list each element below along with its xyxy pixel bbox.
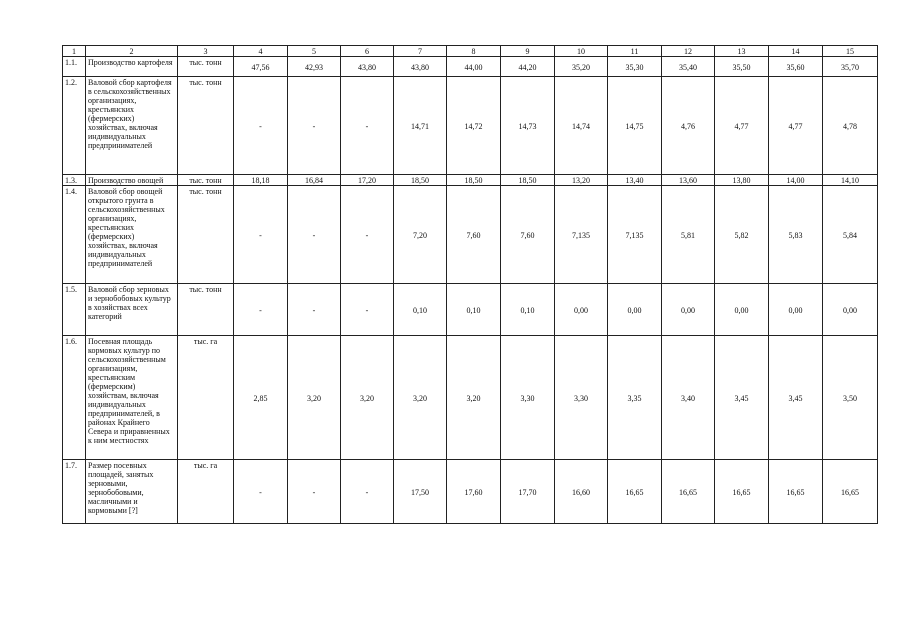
value-cell: 16,65 bbox=[715, 460, 769, 524]
row-index: 1.1. bbox=[63, 57, 86, 77]
value-cell: 17,20 bbox=[341, 175, 394, 186]
value-cell: 3,20 bbox=[447, 336, 501, 460]
value-cell: - bbox=[234, 77, 288, 175]
column-number: 5 bbox=[288, 46, 341, 57]
column-number: 6 bbox=[341, 46, 394, 57]
column-number: 13 bbox=[715, 46, 769, 57]
value-cell: 13,80 bbox=[715, 175, 769, 186]
value-cell: 43,80 bbox=[394, 57, 447, 77]
value-cell: 4,76 bbox=[662, 77, 715, 175]
value-cell: 2,85 bbox=[234, 336, 288, 460]
table-row bbox=[63, 336, 878, 460]
value-cell: 7,135 bbox=[608, 186, 662, 284]
indicator-name: Производство картофеля bbox=[86, 57, 178, 77]
value-cell: 14,72 bbox=[447, 77, 501, 175]
column-number: 7 bbox=[394, 46, 447, 57]
unit-of-measure: тыс. тонн bbox=[178, 175, 234, 186]
value-cell: 47,56 bbox=[234, 57, 288, 77]
value-cell: 3,45 bbox=[769, 336, 823, 460]
value-cell: 3,50 bbox=[823, 336, 878, 460]
column-number: 14 bbox=[769, 46, 823, 57]
value-cell: 18,50 bbox=[447, 175, 501, 186]
value-cell: 0,00 bbox=[769, 284, 823, 336]
value-cell: - bbox=[341, 460, 394, 524]
unit-of-measure: тыс. га bbox=[178, 336, 234, 460]
table-row bbox=[63, 175, 878, 186]
value-cell: 16,65 bbox=[823, 460, 878, 524]
table-row bbox=[63, 57, 878, 77]
value-cell: 18,18 bbox=[234, 175, 288, 186]
column-number: 3 bbox=[178, 46, 234, 57]
value-cell: 13,60 bbox=[662, 175, 715, 186]
column-number: 4 bbox=[234, 46, 288, 57]
value-cell: - bbox=[288, 186, 341, 284]
row-index: 1.4. bbox=[63, 186, 86, 284]
value-cell: 5,83 bbox=[769, 186, 823, 284]
unit-of-measure: тыс. га bbox=[178, 460, 234, 524]
indicator-name: Валовой сбор зерновых и зернобобовых культур в хозяйствах всех категорий bbox=[86, 284, 178, 336]
value-cell: 14,75 bbox=[608, 77, 662, 175]
value-cell: 35,70 bbox=[823, 57, 878, 77]
value-cell: 0,00 bbox=[608, 284, 662, 336]
value-cell: 5,84 bbox=[823, 186, 878, 284]
value-cell: - bbox=[341, 284, 394, 336]
value-cell: - bbox=[288, 460, 341, 524]
value-cell: 5,81 bbox=[662, 186, 715, 284]
indicator-name: Валовой сбор овощей открытого грунта в сельскохозяйственных организациях, крестьянских (фермерских) хозяйствах, включая индивидуальных предпринимателей bbox=[86, 186, 178, 284]
value-cell: 0,00 bbox=[662, 284, 715, 336]
value-cell: 4,77 bbox=[769, 77, 823, 175]
value-cell: 16,65 bbox=[769, 460, 823, 524]
value-cell: 44,20 bbox=[501, 57, 555, 77]
unit-of-measure: тыс. тонн bbox=[178, 57, 234, 77]
value-cell: 0,10 bbox=[447, 284, 501, 336]
unit-of-measure: тыс. тонн bbox=[178, 284, 234, 336]
value-cell: 3,20 bbox=[341, 336, 394, 460]
value-cell: 4,77 bbox=[715, 77, 769, 175]
value-cell: 4,78 bbox=[823, 77, 878, 175]
table-row bbox=[63, 186, 878, 284]
indicator-name: Посевная площадь кормовых культур по сельскохозяйственным организациям, крестьянским (фермерским) хозяйствам, включая индивидуальных предпринимателей, в районах Крайнего Севера и приравненных к ним местностях bbox=[86, 336, 178, 460]
value-cell: 17,60 bbox=[447, 460, 501, 524]
value-cell: 14,74 bbox=[555, 77, 608, 175]
column-number: 2 bbox=[86, 46, 178, 57]
value-cell: 14,71 bbox=[394, 77, 447, 175]
row-index: 1.6. bbox=[63, 336, 86, 460]
column-number: 11 bbox=[608, 46, 662, 57]
value-cell: 42,93 bbox=[288, 57, 341, 77]
value-cell: 17,50 bbox=[394, 460, 447, 524]
value-cell: 3,30 bbox=[555, 336, 608, 460]
value-cell: 14,10 bbox=[823, 175, 878, 186]
row-index: 1.3. bbox=[63, 175, 86, 186]
value-cell: 7,60 bbox=[501, 186, 555, 284]
value-cell: 5,82 bbox=[715, 186, 769, 284]
value-cell: - bbox=[341, 77, 394, 175]
value-cell: 18,50 bbox=[394, 175, 447, 186]
value-cell: 16,65 bbox=[662, 460, 715, 524]
value-cell: 35,30 bbox=[608, 57, 662, 77]
value-cell: 0,10 bbox=[501, 284, 555, 336]
column-number: 1 bbox=[63, 46, 86, 57]
value-cell: 44,00 bbox=[447, 57, 501, 77]
column-number: 15 bbox=[823, 46, 878, 57]
value-cell: 3,45 bbox=[715, 336, 769, 460]
value-cell: 13,40 bbox=[608, 175, 662, 186]
table-body bbox=[63, 46, 878, 524]
value-cell: 0,00 bbox=[555, 284, 608, 336]
value-cell: 35,20 bbox=[555, 57, 608, 77]
value-cell: 16,60 bbox=[555, 460, 608, 524]
column-number: 9 bbox=[501, 46, 555, 57]
value-cell: - bbox=[341, 186, 394, 284]
column-number-row bbox=[63, 46, 878, 57]
value-cell: 35,60 bbox=[769, 57, 823, 77]
column-number: 10 bbox=[555, 46, 608, 57]
value-cell: 3,30 bbox=[501, 336, 555, 460]
table-row bbox=[63, 284, 878, 336]
unit-of-measure: тыс. тонн bbox=[178, 186, 234, 284]
value-cell: 14,73 bbox=[501, 77, 555, 175]
value-cell: - bbox=[288, 284, 341, 336]
value-cell: 7,20 bbox=[394, 186, 447, 284]
table-row bbox=[63, 460, 878, 524]
value-cell: 3,40 bbox=[662, 336, 715, 460]
value-cell: 17,70 bbox=[501, 460, 555, 524]
table-row bbox=[63, 77, 878, 175]
unit-of-measure: тыс. тонн bbox=[178, 77, 234, 175]
value-cell: 16,65 bbox=[608, 460, 662, 524]
value-cell: - bbox=[234, 186, 288, 284]
column-number: 8 bbox=[447, 46, 501, 57]
indicators-table bbox=[62, 45, 878, 524]
indicator-name: Валовой сбор картофеля в сельскохозяйственных организациях, крестьянских (фермерских) хозяйствах, включая индивидуальных предпринимателей bbox=[86, 77, 178, 175]
column-number: 12 bbox=[662, 46, 715, 57]
value-cell: 7,60 bbox=[447, 186, 501, 284]
value-cell: 0,00 bbox=[823, 284, 878, 336]
value-cell: 18,50 bbox=[501, 175, 555, 186]
row-index: 1.2. bbox=[63, 77, 86, 175]
value-cell: 0,00 bbox=[715, 284, 769, 336]
row-index: 1.5. bbox=[63, 284, 86, 336]
indicator-name: Размер посевных площадей, занятых зерновыми, зернобобовыми, масличными и кормовыми [?] bbox=[86, 460, 178, 524]
value-cell: 3,20 bbox=[394, 336, 447, 460]
value-cell: 13,20 bbox=[555, 175, 608, 186]
value-cell: 0,10 bbox=[394, 284, 447, 336]
value-cell: 35,50 bbox=[715, 57, 769, 77]
value-cell: - bbox=[234, 460, 288, 524]
value-cell: 35,40 bbox=[662, 57, 715, 77]
value-cell: - bbox=[234, 284, 288, 336]
value-cell: 43,80 bbox=[341, 57, 394, 77]
value-cell: 3,20 bbox=[288, 336, 341, 460]
row-index: 1.7. bbox=[63, 460, 86, 524]
value-cell: 3,35 bbox=[608, 336, 662, 460]
value-cell: - bbox=[288, 77, 341, 175]
indicator-name: Производство овощей bbox=[86, 175, 178, 186]
value-cell: 16,84 bbox=[288, 175, 341, 186]
value-cell: 14,00 bbox=[769, 175, 823, 186]
value-cell: 7,135 bbox=[555, 186, 608, 284]
